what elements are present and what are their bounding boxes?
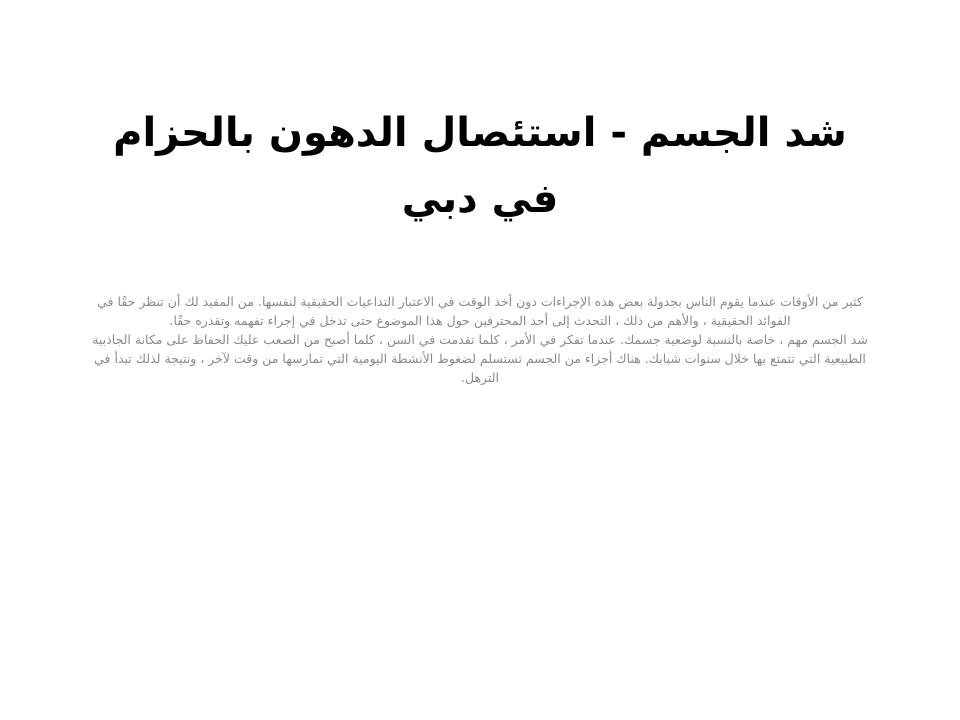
body-paragraph-1: كثير من الأوقات عندما يقوم الناس بجدولة بعض هذه الإجراءات دون أخذ الوقت في الاعتبار التداعيات الحقيقية لنفسها. من المفيد لك أن تنظر حقًا في الفوائد الحقيقية ، والأهم من ذلك ، التحدث إلى أحد المحترفين حول هذا الموضوع حتى تدخل في إجراء تفهمه وتقدره حقًا. <box>97 294 863 328</box>
body-paragraph-2: شد الجسم مهم ، خاصة بالنسبة لوضعية جسمك. عندما تفكر في الأمر ، كلما تقدمت في السن ، كلما أصبح من الصعب عليك الحفاظ على مكانة الجاذبية الطبيعية التي تتمتع بها خلال سنوات شبابك. هناك أجزاء من الجسم تستسلم لضغوط الأنشطة اليومية التي تمارسها من وقت لآخر ، ونتيجة لذلك تبدأ في الترهل. <box>92 332 868 385</box>
slide-title: شد الجسم - استئصال الدهون بالحزام في دبي <box>113 110 847 222</box>
slide-body <box>82 292 878 387</box>
